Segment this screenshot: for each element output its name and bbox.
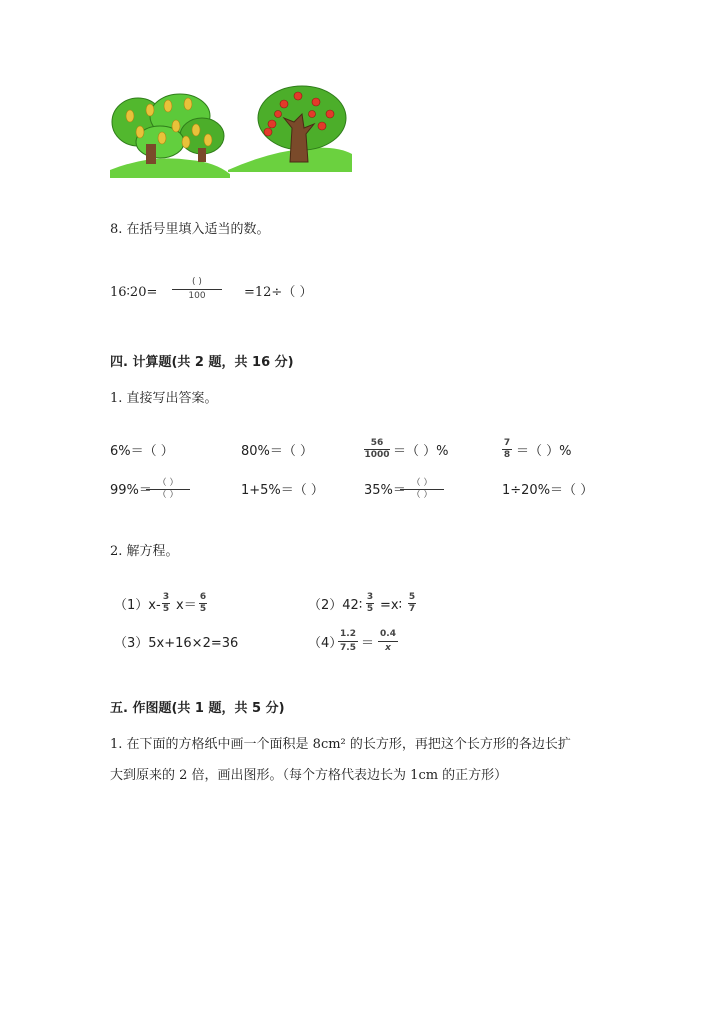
eq2-prefix: （2）42∶ <box>308 598 363 613</box>
s5-q1-line1: 1. 在下面的方格纸中画一个面积是 8cm² 的长方形，再把这个长方形的各边长扩 <box>110 737 571 752</box>
frac-num: 3 <box>162 592 170 602</box>
apple-tree-illustration <box>228 84 352 172</box>
calc-35-percent: 35%＝ <box>364 483 406 498</box>
frac-num: 3 <box>366 592 374 602</box>
q8-frac-den: 100 <box>188 291 206 301</box>
calc-99-percent: 99%＝ <box>110 483 152 498</box>
s4-q2-title: 2. 解方程。 <box>110 544 179 559</box>
s5-q1-line2: 大到原来的 2 倍，画出图形。（每个方格代表边长为 1cm 的正方形） <box>110 768 508 783</box>
eq4-frac1 <box>338 630 358 653</box>
frac-56-1000 <box>364 439 390 460</box>
eq2-frac2 <box>408 593 416 614</box>
frac-den: 5 <box>199 604 207 614</box>
calc-6-percent[interactable]: 6%＝（ ） <box>110 444 174 459</box>
eq1-frac1 <box>162 593 170 614</box>
s4-q1-title: 1. 直接写出答案。 <box>110 391 218 406</box>
frac-den: 8 <box>503 450 511 460</box>
section5-heading: 五. 作图题(共 1 题，共 5 分) <box>110 701 285 716</box>
frac-den: 7 <box>408 604 416 614</box>
eq2-mid: =x∶ <box>380 598 402 613</box>
eq2-frac1 <box>366 593 374 614</box>
frac-num: 0.4 <box>380 629 396 639</box>
frac-num: 5 <box>408 592 416 602</box>
section4-heading: 四. 计算题(共 2 题，共 16 分) <box>110 355 294 370</box>
frac-den: 1000 <box>364 450 390 460</box>
eq4-frac2 <box>378 630 398 653</box>
q8-lhs: 16∶20= <box>110 285 158 300</box>
frac-7-8 <box>502 439 512 460</box>
eq4-prefix: （4） <box>308 636 343 651</box>
calc-80-percent[interactable]: 80%＝（ ） <box>241 444 314 459</box>
calc-1-plus-5-percent[interactable]: 1+5%＝（ ） <box>241 483 324 498</box>
frac-den: 5 <box>162 604 170 614</box>
frac-den: 5 <box>366 604 374 614</box>
frac-den: 7.5 <box>340 643 356 653</box>
frac-num[interactable]: （ ） <box>411 478 433 488</box>
q8-title: 8. 在括号里填入适当的数。 <box>110 222 270 237</box>
frac-num: 1.2 <box>340 629 356 639</box>
calc-35-percent-fraction[interactable] <box>400 479 444 500</box>
q8-fraction <box>172 278 222 301</box>
calc-7-8-answer[interactable]: ＝（ ）% <box>516 444 572 459</box>
frac-num: 6 <box>199 592 207 602</box>
frac-num: 7 <box>503 438 511 448</box>
q8-rhs[interactable]: =12÷（ ） <box>244 285 313 300</box>
calc-56-1000-answer[interactable]: ＝（ ）% <box>393 444 449 459</box>
pear-trees-illustration <box>110 92 230 178</box>
q8-frac-num[interactable]: ( ) <box>192 277 202 287</box>
eq3: （3）5x+16×2=36 <box>114 636 239 651</box>
calc-1-div-20-percent[interactable]: 1÷20%＝（ ） <box>502 483 594 498</box>
eq1-frac2 <box>199 593 207 614</box>
calc-99-percent-fraction[interactable] <box>146 479 190 500</box>
frac-num[interactable]: （ ） <box>157 478 179 488</box>
frac-num: 56 <box>370 438 384 448</box>
frac-den: x <box>385 643 391 653</box>
eq4-equals: ＝ <box>361 636 375 651</box>
frac-den[interactable]: （ ） <box>411 490 433 500</box>
frac-den[interactable]: （ ） <box>157 490 179 500</box>
eq1-prefix: （1）x- <box>114 598 161 613</box>
eq1-mid: x＝ <box>176 598 197 613</box>
